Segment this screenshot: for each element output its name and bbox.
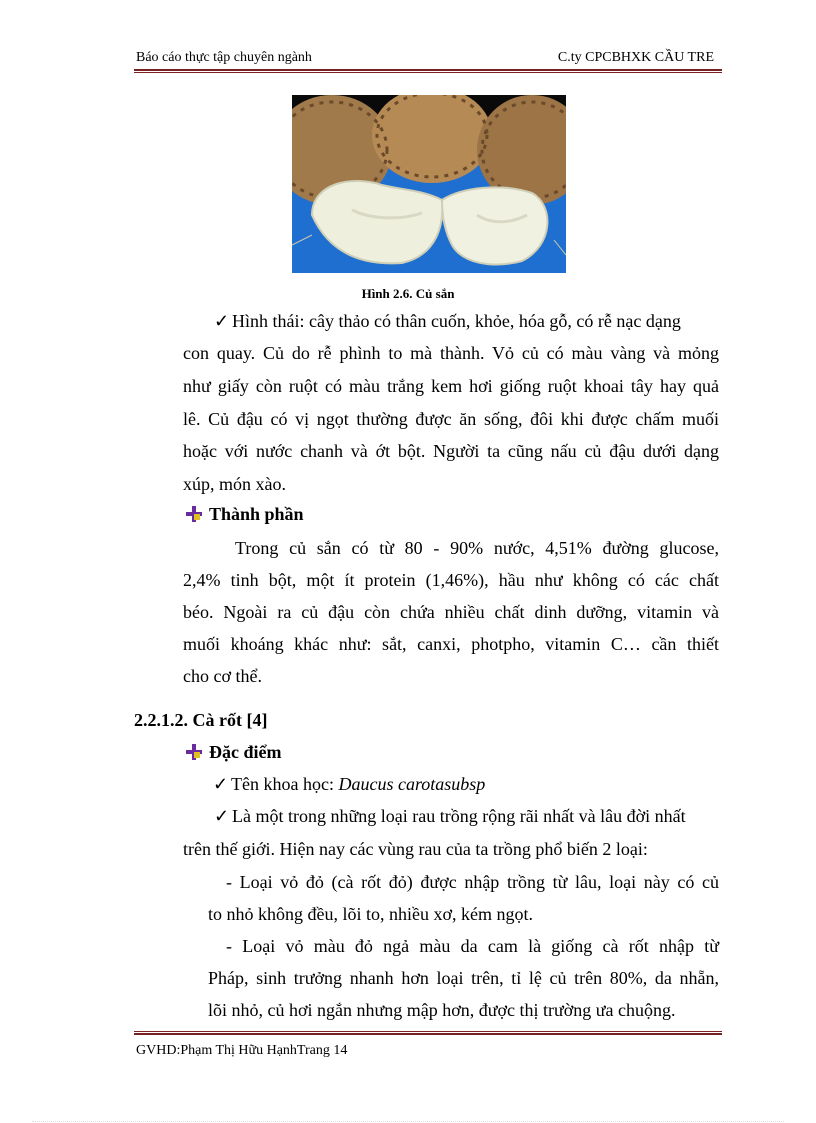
hinh-thai-line-4: lê. Củ đậu có vị ngọt thường được ăn sống, đôi khi được chấm muối [183,409,719,429]
page-footer: GVHD:Phạm Thị Hữu HạnhTrang 14 [136,1043,348,1058]
thanh-phan-line-5: cho cơ thể. [183,666,262,686]
section-heading: 2.2.1.2. Cà rốt [4] [134,710,268,730]
la-mot-line-2: trên thế giới. Hiện nay các vùng rau của ta trồng phổ biến 2 loại: [183,839,648,859]
loai-2-line-3: lõi nhỏ, củ hơi ngắn nhưng mập hơn, được thị trường ưa chuộng. [208,1000,676,1020]
hinh-thai-line-2: con quay. Củ do rễ phình to mà thành. Vỏ củ có màu vàng và mỏng [183,343,719,363]
loai-1-line-2: to nhỏ không đều, lõi to, nhiều xơ, kém ngọt. [208,904,533,924]
thanh-phan-line-2: 2,4% tinh bột, một ít protein (1,46%), hầu như không có các chất [183,570,719,590]
la-mot-line-1: ✓ Là một trong những loại rau trồng rộng rãi nhất và lâu đời nhất [214,806,686,826]
thanh-phan-line-1: Trong củ sắn có từ 80 - 90% nước, 4,51% đường glucose, [235,538,719,558]
checkmark-icon: ✓ [213,774,229,794]
hinh-thai-line-1: ✓ Hình thái: cây thảo có thân cuốn, khỏe, hóa gỗ, có rễ nạc dạng [214,311,681,331]
ten-khoa-hoc: ✓ Tên khoa học: Daucus carotasubsp [213,774,486,794]
thanh-phan-line-4: muối khoáng khác như: sắt, canxi, photpho, vitamin C… cần thiết [183,634,719,654]
loai-2-line-1: - Loại vỏ màu đỏ ngả màu da cam là giống cà rốt nhập từ [226,936,719,956]
hinh-thai-line-5: hoặc với nước chanh và ớt bột. Người ta cũng nấu củ đậu dưới dạng [183,441,719,461]
plus-bullet-icon [185,743,203,761]
hinh-thai-line-3: như giấy còn ruột có màu trắng kem hơi giống ruột khoai tây hay quả [183,376,719,396]
header-left-text: Báo cáo thực tập chuyên ngành [136,50,312,65]
hinh-thai-line-6: xúp, món xào. [183,474,286,494]
plus-bullet-icon [185,505,203,523]
loai-1-line-1: - Loại vỏ đỏ (cà rốt đỏ) được nhập trồng từ lâu, loại này có củ [226,872,719,892]
checkmark-icon: ✓ [214,806,230,826]
figure-caption: Hình 2.6. Củ sắn [361,286,455,301]
cassava-photo [292,95,566,273]
header-right-text: C.ty CPCBHXK CẦU TRE [557,50,714,65]
checkmark-icon: ✓ [214,311,230,331]
thanh-phan-heading: Thành phần [185,504,304,525]
dac-diem-heading: Đặc điểm [185,742,281,763]
page-header [136,50,722,70]
figure-photo [292,95,566,273]
loai-2-line-2: Pháp, sinh trưởng nhanh hơn loại trên, tỉ lệ củ trên 80%, da nhẵn, [208,968,719,988]
page-bottom-border [32,1121,784,1122]
scientific-name: Daucus carotasubsp [338,774,486,794]
thanh-phan-line-3: béo. Ngoài ra củ đậu còn chứa nhiều chất dinh dưỡng, vitamin và [183,602,719,622]
